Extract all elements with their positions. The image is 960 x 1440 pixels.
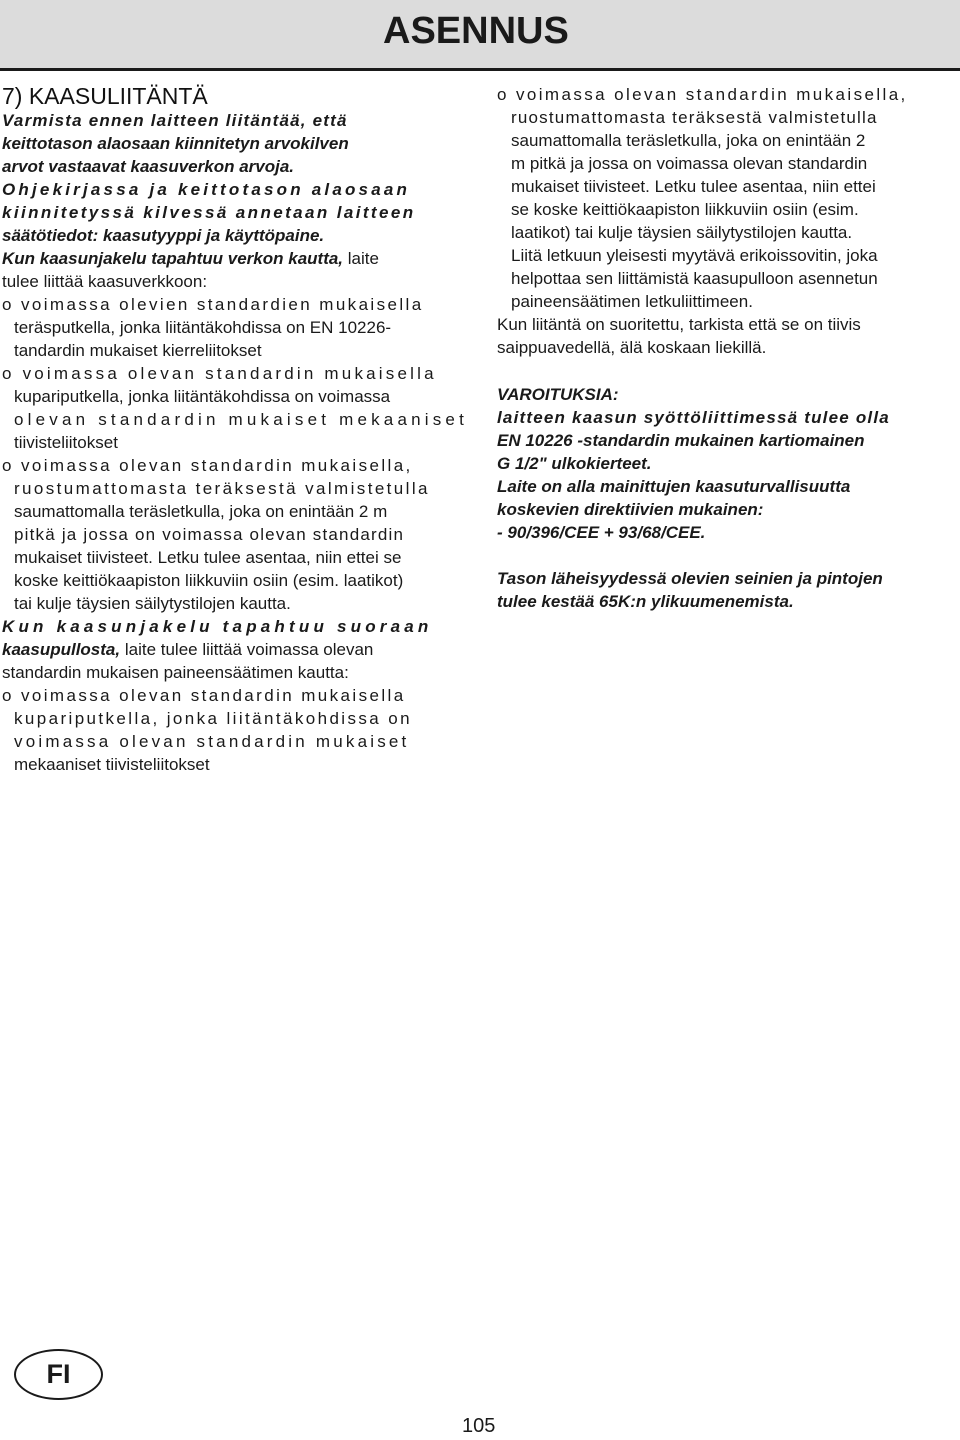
hose-item: helpottaa sen liittämistä kaasupulloon asennetun (511, 269, 878, 288)
header-divider (0, 68, 960, 71)
network-item: o voimassa olevan standardin mukaisella, (2, 456, 413, 475)
page-number: 105 (462, 1415, 496, 1437)
warning-line: Laite on alla mainittujen kaasuturvallisuutta (497, 477, 851, 496)
warnings-title: VAROITUKSIA: (497, 385, 619, 404)
hose-item: se koske keittiökaapiston liikkuviin osiin (esim. (511, 200, 859, 219)
network-item: mukaiset tiivisteet. Letku tulee asentaa, niin ettei se (14, 548, 402, 567)
heat-note-line: tulee kestää 65K:n ylikuumenemista. (497, 592, 794, 611)
hose-item: ruostumattomasta teräksestä valmistetulla (511, 108, 878, 127)
cylinder-item: voimassa olevan standardin mukaiset (14, 732, 410, 751)
network-item: teräsputkella, jonka liitäntäkohdissa on EN 10226- (14, 318, 392, 337)
cylinder-item: mekaaniset tiivisteliitokset (14, 755, 210, 774)
network-item: o voimassa olevien standardien mukaisella (2, 295, 424, 314)
page-title: ASENNUS (383, 10, 569, 52)
network-item: saumattomalla teräsletkulla, joka on enintään 2 m (14, 502, 388, 521)
network-item: ruostumattomasta teräksestä valmistetulla (14, 479, 430, 498)
warning-line: laitteen kaasun syöttöliittimessä tulee olla (497, 408, 890, 427)
intro-line: kiinnitetyssä kilvessä annetaan laitteen (2, 203, 416, 222)
cylinder-item: kupariputkella, jonka liitäntäkohdissa on (14, 709, 412, 728)
warning-line: EN 10226 -standardin mukainen kartiomainen (497, 431, 865, 450)
left-column (0, 78, 470, 778)
network-item: o voimassa olevan standardin mukaisella (2, 364, 437, 383)
network-item: tai kulje täysien säilytystilojen kautta. (14, 594, 291, 613)
language-badge: FI (14, 1349, 103, 1400)
hose-item: paineensäätimen letkuliittimeen. (511, 292, 753, 311)
heat-note-line: Tason läheisyydessä olevien seinien ja pintojen (497, 569, 883, 588)
leak-check-line: Kun liitäntä on suoritettu, tarkista että se on tiivis (497, 315, 861, 334)
network-lead (2, 247, 379, 270)
right-column (497, 78, 960, 638)
hose-item: laatikot) tai kulje täysien säilytystilojen kautta. (511, 223, 853, 242)
cylinder-lead-line (2, 638, 373, 661)
hose-item: m pitkä ja jossa on voimassa olevan standardin (511, 154, 868, 173)
warning-line: G 1/2" ulkokierteet. (497, 454, 652, 473)
cylinder-lead-rest: laite tulee liittää voimassa olevan (120, 640, 374, 659)
cylinder-lead: Kun kaasunjakelu tapahtuu suoraan (2, 617, 433, 636)
network-item: koske keittiökaapiston liikkuviin osiin (esim. laatikot) (14, 571, 404, 590)
intro-line: keittotason alaosaan kiinnitetyn arvokilven (2, 134, 349, 153)
network-lead-rest: laite (343, 249, 379, 268)
network-item: tandardin mukaiset kierreliitokset (14, 341, 262, 360)
network-lead-line: tulee liittää kaasuverkkoon: (2, 272, 208, 291)
hose-item: o voimassa olevan standardin mukaisella, (497, 85, 908, 104)
warning-line: - 90/396/CEE + 93/68/CEE. (497, 523, 706, 542)
section-heading: 7) KAASULIITÄNTÄ (2, 83, 208, 109)
leak-check-line: saippuavedellä, älä koskaan liekillä. (497, 338, 767, 357)
network-item: tiivisteliitokset (14, 433, 118, 452)
network-item: pitkä ja jossa on voimassa olevan standardin (14, 525, 405, 544)
network-lead-bold: Kun kaasunjakelu tapahtuu verkon kautta, (2, 249, 344, 268)
intro-line: Varmista ennen laitteen liitäntää, että (2, 111, 348, 130)
hose-item: saumattomalla teräsletkulla, joka on enintään 2 (511, 131, 866, 150)
hose-item: Liitä letkuun yleisesti myytävä erikoissovitin, joka (511, 246, 878, 265)
cylinder-item: o voimassa olevan standardin mukaisella (2, 686, 406, 705)
cylinder-lead-bold: kaasupullosta, (2, 640, 121, 659)
network-item: olevan standardin mukaiset mekaaniset (14, 410, 469, 429)
hose-item: mukaiset tiivisteet. Letku tulee asentaa, niin ettei (511, 177, 876, 196)
warning-line: koskevien direktiivien mukainen: (497, 500, 764, 519)
network-item: kupariputkella, jonka liitäntäkohdissa on voimassa (14, 387, 391, 406)
intro-line: Ohjekirjassa ja keittotason alaosaan (2, 180, 411, 199)
cylinder-lead-line: standardin mukaisen paineensäätimen kautta: (2, 663, 349, 682)
intro-line: säätötiedot: kaasutyyppi ja käyttöpaine. (2, 226, 325, 245)
intro-line: arvot vastaavat kaasuverkon arvoja. (2, 157, 295, 176)
